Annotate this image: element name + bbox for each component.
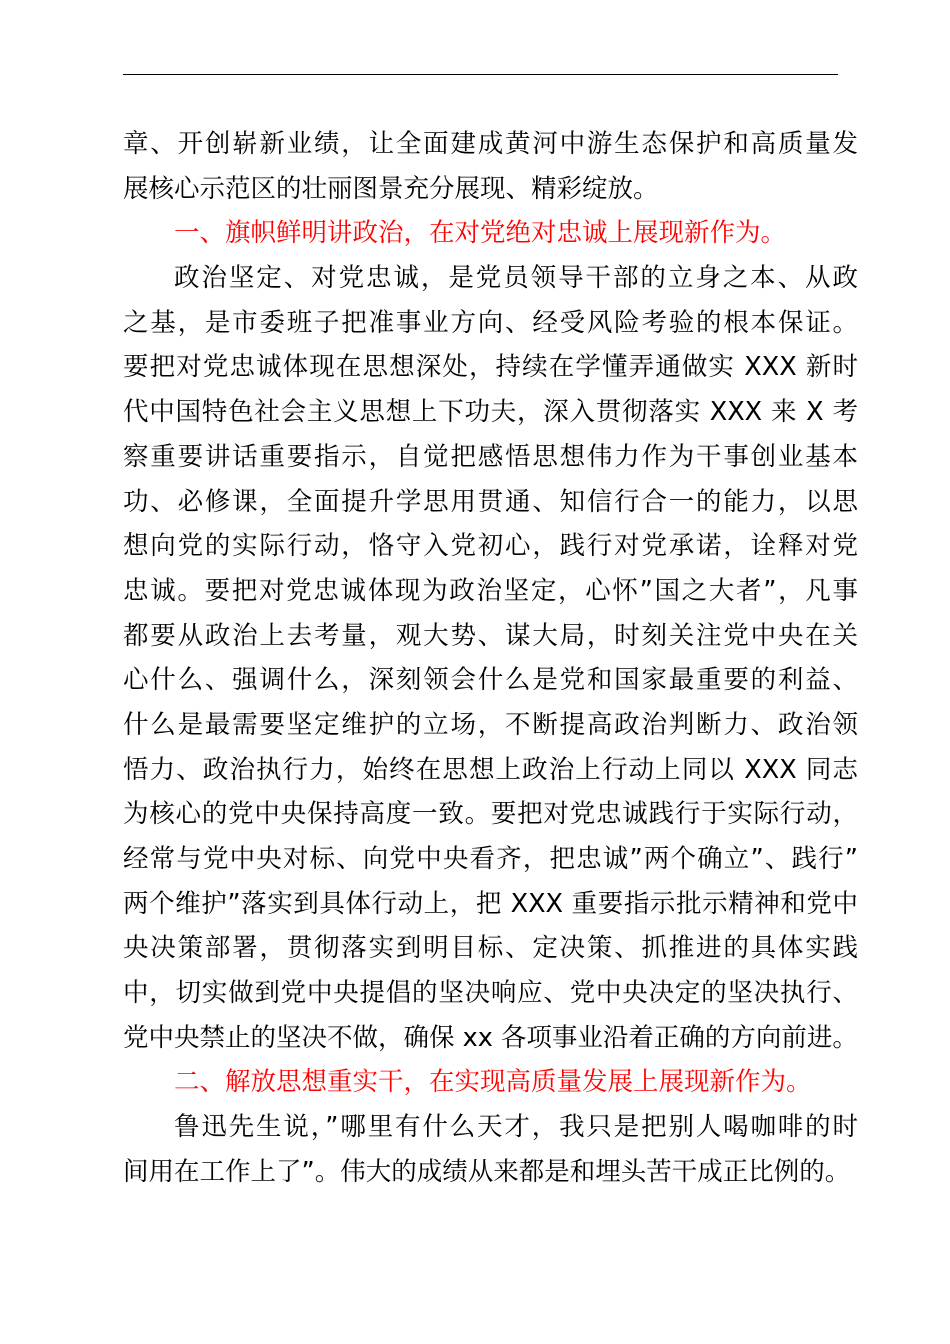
paragraph-1-line-17: 中，切实做到党中央提倡的坚决响应、党中央决定的坚决执行、 <box>123 978 858 1009</box>
paragraph-1-line-4: 代中国特色社会主义思想上下功夫，深入贯彻落实 XXX 来 X 考 <box>123 397 858 428</box>
paragraph-1-line-5: 察重要讲话重要指示，自觉把感悟思想伟力作为干事创业基本 <box>123 441 858 472</box>
paragraph-1-line-14: 经常与党中央对标、向党中央看齐，把忠诚”两个确立”、践行” <box>123 844 858 874</box>
paragraph-1-line-15: 两个维护”落实到具体行动上，把 XXX 重要指示批示精神和党中 <box>123 888 858 919</box>
paragraph-1-line-8: 忠诚。要把对党忠诚体现为政治坚定，心怀”国之大者”，凡事 <box>123 575 858 606</box>
paragraph-1-line-11: 什么是最需要坚定维护的立场，不断提高政治判断力、政治领 <box>123 709 858 740</box>
paragraph-1-line-7: 想向党的实际行动，恪守入党初心，践行对党承诺，诠释对党 <box>123 531 858 562</box>
paragraph-1-line-12: 悟力、政治执行力，始终在思想上政治上行动上同以 XXX 同志 <box>123 754 858 785</box>
paragraph-1-line-3: 要把对党忠诚体现在思想深处，持续在学懂弄通做实 XXX 新时 <box>123 352 858 383</box>
paragraph-1-line-1: 政治坚定、对党忠诚，是党员领导干部的立身之本、从政 <box>174 263 858 294</box>
document-body <box>123 122 858 1195</box>
paragraph-2-line-1: 鲁迅先生说，”哪里有什么天才，我只是把别人喝咖啡的时 <box>174 1112 858 1143</box>
header-rule <box>123 74 838 75</box>
section-heading-2: 二、解放思想重实干，在实现高质量发展上展现新作为。 <box>174 1067 812 1098</box>
paragraph-1-line-10: 心什么、强调什么，深刻领会什么是党和国家最重要的利益、 <box>123 665 858 696</box>
paragraph-1-line-18: 党中央禁止的坚决不做，确保 xx 各项事业沿着正确的方向前进。 <box>123 1022 858 1053</box>
paragraph-1-line-2: 之基，是市委班子把准事业方向、经受风险考验的根本保证。 <box>123 307 858 338</box>
section-heading-1: 一、旗帜鲜明讲政治，在对党绝对忠诚上展现新作为。 <box>174 218 787 249</box>
intro-line-1: 章、开创崭新业绩，让全面建成黄河中游生态保护和高质量发 <box>123 129 858 159</box>
paragraph-1-line-13: 为核心的党中央保持高度一致。要把对党忠诚践行于实际行动， <box>123 799 858 830</box>
intro-line-2: 展核心示范区的壮丽图景充分展现、精彩绽放。 <box>123 173 659 204</box>
paragraph-1-line-16: 央决策部署，贯彻落实到明目标、定决策、抓推进的具体实践 <box>123 933 858 964</box>
paragraph-2-line-2: 间用在工作上了”。伟大的成绩从来都是和埋头苦干成正比例的。 <box>123 1156 851 1187</box>
paragraph-1-line-9: 都要从政治上去考量，观大势、谋大局，时刻关注党中央在关 <box>123 620 858 651</box>
paragraph-1-line-6: 功、必修课，全面提升学思用贯通、知信行合一的能力，以思 <box>123 486 858 517</box>
